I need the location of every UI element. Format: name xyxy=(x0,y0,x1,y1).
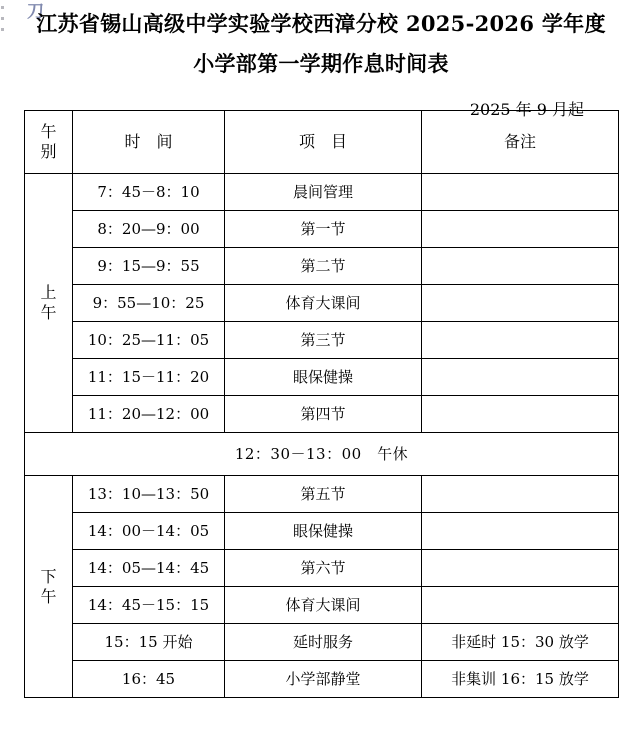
table-header-row xyxy=(25,111,619,174)
cell-time-text: 14：45－15：15 xyxy=(87,595,210,614)
header-time-text: 时 间 xyxy=(124,132,173,151)
cell-note xyxy=(422,322,619,359)
effective-date: 2025 年 9 月起 xyxy=(469,100,584,119)
header-period xyxy=(25,111,73,174)
cell-time-text: 16：45 xyxy=(121,669,176,688)
cell-time xyxy=(73,513,225,550)
cell-time xyxy=(73,322,225,359)
header-item-text: 项 目 xyxy=(298,132,347,151)
cell-time-text: 9：55—10：25 xyxy=(92,293,205,312)
cell-item xyxy=(225,513,422,550)
table-row xyxy=(25,248,619,285)
cell-item xyxy=(225,322,422,359)
cell-item-text: 第二节 xyxy=(300,256,346,275)
cell-time-text: 7：45－8：10 xyxy=(97,182,200,201)
cell-note xyxy=(422,513,619,550)
cell-time-text: 15：15 开始 xyxy=(104,632,193,651)
page-title-line-2: 小学部第一学期作息时间表 xyxy=(193,51,449,76)
cell-note xyxy=(422,550,619,587)
afternoon-period-label xyxy=(25,476,73,698)
cell-time xyxy=(73,476,225,513)
table-row xyxy=(25,211,619,248)
cell-note xyxy=(422,476,619,513)
cell-time-text: 11：20—12：00 xyxy=(87,404,210,423)
afternoon-period-label-char: 下 xyxy=(40,566,57,586)
cell-item-text: 晨间管理 xyxy=(292,182,353,201)
cell-time xyxy=(73,359,225,396)
table-row xyxy=(25,550,619,587)
document-header xyxy=(0,0,642,120)
cell-time-text: 10：25—11：05 xyxy=(87,330,210,349)
cell-time-text: 9：15—9：55 xyxy=(97,256,200,275)
cell-note xyxy=(422,285,619,322)
cell-item xyxy=(225,248,422,285)
table-row xyxy=(25,359,619,396)
afternoon-period-label-char: 午 xyxy=(40,586,57,606)
cell-item xyxy=(225,359,422,396)
corner-stamp-glyph: 刀 xyxy=(27,2,44,22)
table-row xyxy=(25,587,619,624)
cell-time xyxy=(73,248,225,285)
header-note-text: 备注 xyxy=(503,132,536,151)
cell-note xyxy=(422,174,619,211)
cell-note xyxy=(422,359,619,396)
cell-lunch-break-text: 12：30－13：00 午休 xyxy=(234,444,409,463)
table-row xyxy=(25,661,619,698)
cell-time-text: 11：15－11：20 xyxy=(87,367,210,386)
cell-item-text: 第三节 xyxy=(300,330,346,349)
cell-item xyxy=(225,211,422,248)
cell-item xyxy=(225,661,422,698)
cell-note-text: 非集训 16：15 放学 xyxy=(451,669,589,688)
table-row xyxy=(25,322,619,359)
schedule-table xyxy=(24,110,619,698)
cell-item xyxy=(225,285,422,322)
cell-note xyxy=(422,587,619,624)
cell-time-text: 13：10—13：50 xyxy=(87,484,210,503)
cell-item xyxy=(225,476,422,513)
header-period-char: 午 xyxy=(40,122,57,141)
cell-item-text: 体育大课间 xyxy=(285,595,361,614)
cell-time xyxy=(73,285,225,322)
cell-item-text: 第六节 xyxy=(300,558,346,577)
cell-item-text: 第一节 xyxy=(300,219,346,238)
cell-item-text: 小学部静堂 xyxy=(285,669,361,688)
header-note xyxy=(422,111,619,174)
cell-note xyxy=(422,396,619,433)
cell-time xyxy=(73,661,225,698)
morning-period-label xyxy=(25,174,73,433)
cell-item-text: 第五节 xyxy=(300,484,346,503)
cell-time-text: 14：05—14：45 xyxy=(87,558,210,577)
page-title-line-1: 江苏省锡山高级中学实验学校西漳分校 2025-2026 学年度 xyxy=(36,11,606,36)
cell-item xyxy=(225,587,422,624)
cell-note-text: 非延时 15：30 放学 xyxy=(451,632,589,651)
cell-time xyxy=(73,174,225,211)
cell-item-text: 眼保健操 xyxy=(292,521,353,540)
cell-time xyxy=(73,550,225,587)
table-row xyxy=(25,174,619,211)
cell-item xyxy=(225,550,422,587)
cell-item-text: 眼保健操 xyxy=(292,367,353,386)
cell-note xyxy=(422,624,619,661)
table-row xyxy=(25,513,619,550)
header-period-char: 别 xyxy=(40,142,57,161)
cell-item xyxy=(225,396,422,433)
cell-time xyxy=(73,587,225,624)
morning-period-label-char: 午 xyxy=(40,303,57,322)
table-row xyxy=(25,396,619,433)
morning-period-label-char: 上 xyxy=(40,283,57,302)
cell-item xyxy=(225,624,422,661)
cell-time xyxy=(73,624,225,661)
table-row xyxy=(25,285,619,322)
cell-note xyxy=(422,661,619,698)
cell-note xyxy=(422,248,619,285)
cell-item-text: 体育大课间 xyxy=(285,293,361,312)
cell-time-text: 8：20—9：00 xyxy=(97,219,200,238)
table-row xyxy=(25,624,619,661)
table-row xyxy=(25,476,619,513)
cell-time xyxy=(73,396,225,433)
cell-note xyxy=(422,211,619,248)
cell-lunch-break xyxy=(25,433,619,476)
header-time xyxy=(73,111,225,174)
lunch-break-row xyxy=(25,433,619,476)
cell-time xyxy=(73,211,225,248)
header-item xyxy=(225,111,422,174)
cell-item-text: 延时服务 xyxy=(292,632,353,651)
cell-item xyxy=(225,174,422,211)
cell-item-text: 第四节 xyxy=(300,404,346,423)
cell-time-text: 14：00－14：05 xyxy=(87,521,210,540)
